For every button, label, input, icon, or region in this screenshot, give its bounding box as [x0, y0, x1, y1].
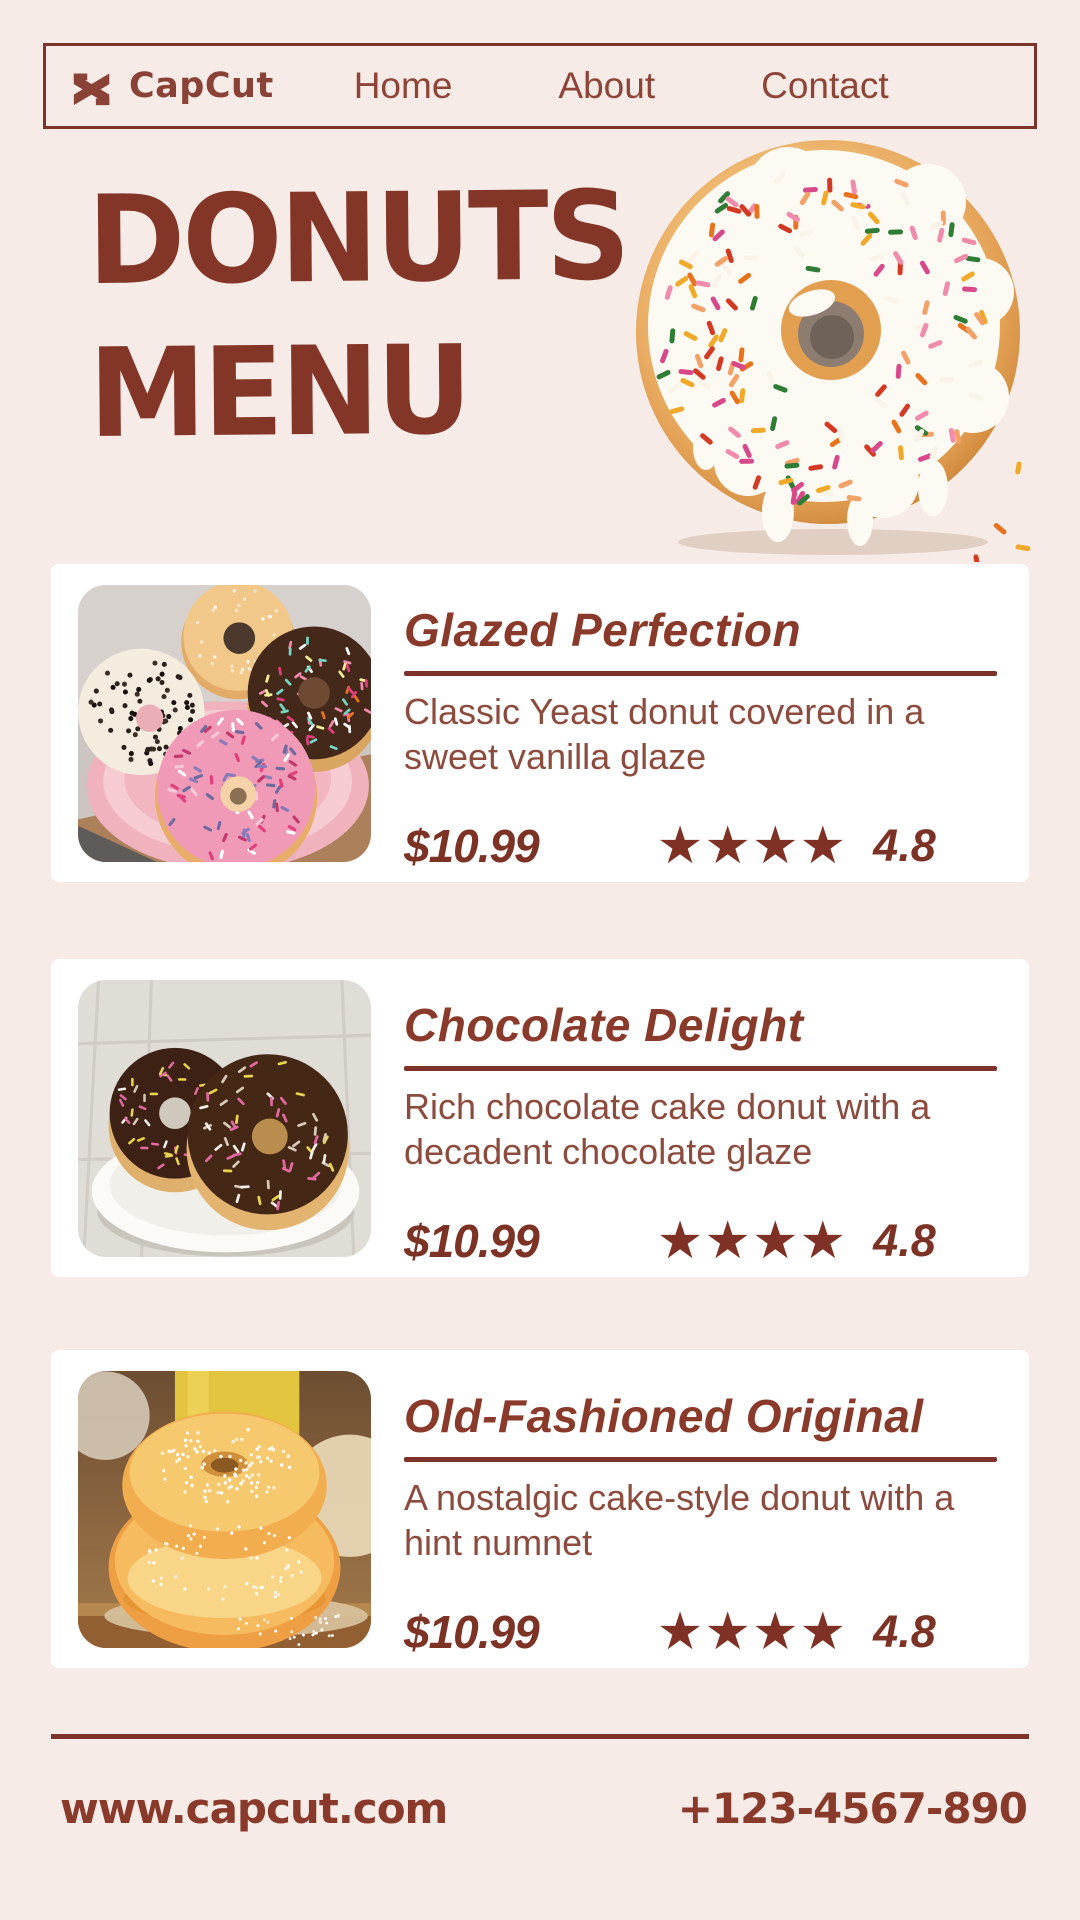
hero-donut-image	[628, 132, 1040, 562]
star-rating-icons: ★★★★	[656, 1212, 848, 1270]
page-title-line2: MENU	[88, 318, 470, 466]
menu-card-chocolate-delight	[51, 959, 1029, 1277]
page-title-line1: DONUTS	[86, 163, 629, 313]
menu-item-photo-chocolate	[78, 980, 371, 1257]
title-divider	[404, 671, 997, 676]
menu-item-name: Old-Fashioned Original	[404, 1390, 924, 1442]
title-divider	[404, 1066, 997, 1071]
menu-item-price: $10.99	[404, 1215, 539, 1267]
menu-card-old-fashioned	[51, 1350, 1029, 1668]
menu-item-name: Glazed Perfection	[404, 604, 802, 656]
menu-item-price: $10.99	[404, 1606, 539, 1658]
menu-item-price: $10.99	[404, 820, 539, 872]
price-rating-row	[404, 1211, 936, 1271]
brand-logo[interactable]	[70, 63, 274, 109]
rating-value: 4.8	[873, 820, 936, 871]
menu-item-photo-glazed	[78, 585, 371, 862]
menu-item-description: Classic Yeast donut covered in a sweet vanilla glaze	[404, 691, 925, 778]
rating-value: 4.8	[873, 1215, 936, 1266]
star-rating-icons: ★★★★	[656, 817, 848, 875]
falling-sprinkles	[973, 461, 1031, 562]
nav-link-about[interactable]: About	[558, 65, 656, 106]
title-divider	[404, 1457, 997, 1462]
menu-item-description: Rich chocolate cake donut with a decadent chocolate glaze	[404, 1086, 931, 1173]
footer-phone-link[interactable]: +123-4567-890	[677, 1784, 1027, 1833]
rating-value: 4.8	[873, 1606, 936, 1657]
footer-website-link[interactable]: www.capcut.com	[60, 1784, 448, 1833]
capcut-logo-icon	[70, 63, 116, 109]
footer-divider	[51, 1734, 1029, 1739]
brand-name: CapCut	[129, 66, 274, 106]
price-rating-row	[404, 816, 936, 876]
nav-link-contact[interactable]: Contact	[761, 65, 889, 106]
menu-card-glazed-perfection	[51, 564, 1029, 882]
nav-link-home[interactable]: Home	[353, 65, 453, 106]
menu-item-photo-old-fashioned	[78, 1371, 371, 1648]
menu-item-name: Chocolate Delight	[404, 999, 804, 1051]
menu-item-description: A nostalgic cake-style donut with a hint numnet	[404, 1477, 955, 1564]
nav-menu	[354, 65, 889, 107]
page-title	[87, 160, 630, 471]
navbar	[43, 43, 1037, 129]
price-rating-row	[404, 1602, 936, 1662]
star-rating-icons: ★★★★	[656, 1603, 848, 1661]
